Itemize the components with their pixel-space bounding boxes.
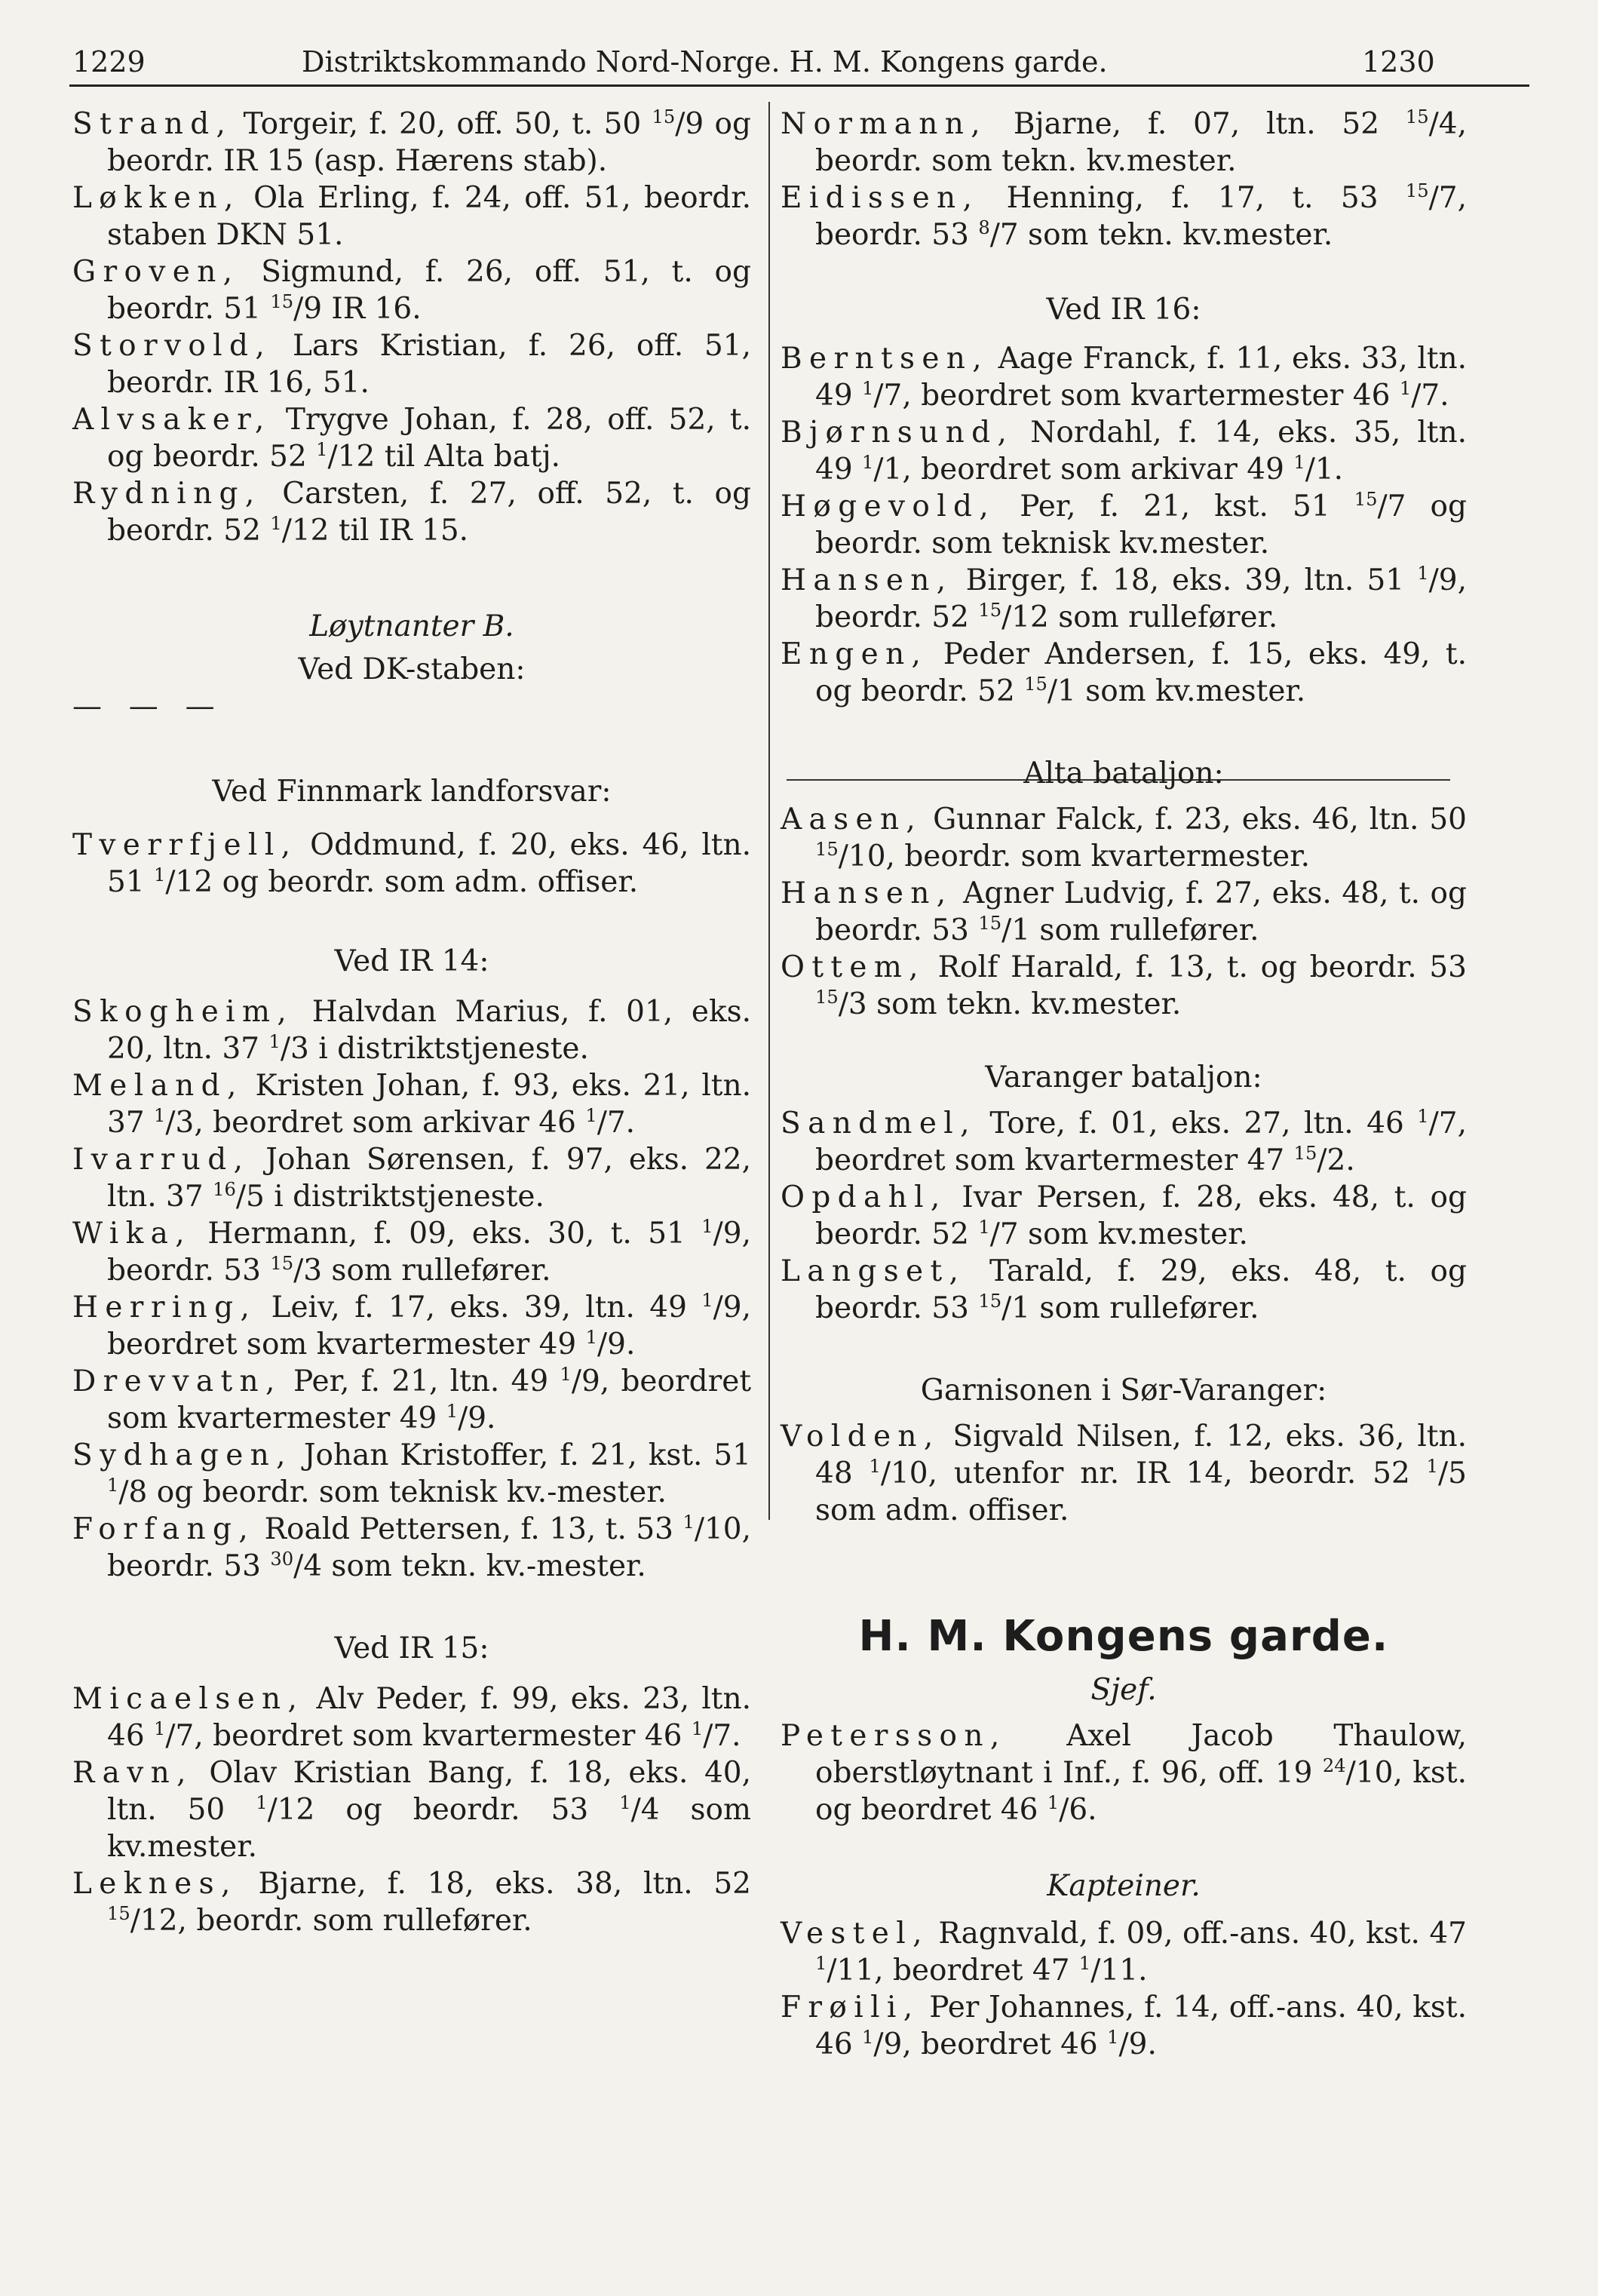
section-heading-ir14: Ved IR 14: xyxy=(334,944,489,978)
section-heading-chief: Sjef. xyxy=(1090,1673,1157,1707)
roster-entry: Drevvatn, Per, f. 21, ltn. 49 $^1$/9, beordret som kvartermester 49 $^1$/9. xyxy=(72,1364,751,1435)
column-divider xyxy=(768,102,770,1520)
left-column xyxy=(72,106,751,1939)
roster-entry: Micaelsen, Alv Peder, f. 99, eks. 23, ltn. 46 $^1$/7, beordret som kvartermester 46 $^1$/7. xyxy=(72,1682,751,1753)
roster-entry: Groven, Sigmund, f. 26, off. 51, t. og beordr. 51 $^{15}$/9 IR 16. xyxy=(72,255,751,326)
roster-entry: Høgevold, Per, f. 21, kst. 51 $^{15}$/7 og beordr. som teknisk kv.mester. xyxy=(781,489,1467,560)
page-number-left: 1229 xyxy=(72,45,146,78)
roster-entry: Strand, Torgeir, f. 20, off. 50, t. 50 $^{15}$/9 og beordr. IR 15 (asp. Hærens stab). xyxy=(72,106,752,178)
page-number-right: 1230 xyxy=(1362,45,1435,78)
empty-dashes: — — — xyxy=(72,689,224,723)
header-rule xyxy=(69,84,1529,87)
roster-entry: Forfang, Roald Pettersen, f. 13, t. 53 $^1$/10, beordr. 53 $^{30}$/4 som tekn. kv.-mester. xyxy=(72,1512,751,1583)
major-heading-kongens-garde: H. M. Kongens garde. xyxy=(858,1612,1389,1661)
roster-entry: Ottem, Rolf Harald, f. 13, t. og beordr. 53 $^{15}$/3 som tekn. kv.mester. xyxy=(781,950,1467,1021)
roster-entry: Hansen, Agner Ludvig, f. 27, eks. 48, t. og beordr. 53 $^{15}$/1 som rullefører. xyxy=(781,876,1467,947)
right-column xyxy=(781,106,1467,2063)
roster-entry: Opdahl, Ivar Persen, f. 28, eks. 48, t. og beordr. 52 $^1$/7 som kv.mester. xyxy=(781,1180,1467,1251)
roster-entry: Hansen, Birger, f. 18, eks. 39, ltn. 51 $^1$/9, beordr. 52 $^{15}$/12 som rullefører. xyxy=(781,563,1467,634)
roster-entry: Ravn, Olav Kristian Bang, f. 18, eks. 40, ltn. 50 $^1$/12 og beordr. 53 $^1$/4 som kv.mester. xyxy=(72,1756,751,1864)
roster-entry: Wika, Hermann, f. 09, eks. 30, t. 51 $^1$/9, beordr. 53 $^{15}$/3 som rullefører. xyxy=(72,1216,751,1288)
roster-entry: Sydhagen, Johan Kristoffer, f. 21, kst. 51 $^1$/8 og beordr. som teknisk kv.-mester. xyxy=(72,1438,751,1509)
section-heading-captains: Kapteiner. xyxy=(1047,1869,1201,1903)
section-heading-ir16: Ved IR 16: xyxy=(1046,293,1201,327)
roster-entry: Frøili, Per Johannes, f. 14, off.-ans. 40, kst. 46 $^1$/9, beordret 46 $^1$/9. xyxy=(781,1991,1467,2061)
roster-entry: Herring, Leiv, f. 17, eks. 39, ltn. 49 $^1$/9, beordret som kvartermester 49 $^1$/9. xyxy=(72,1290,751,1361)
roster-entry: Petersson, Axel Jacob Thaulow, oberstløytnant i Inf., f. 96, off. 19 $^{24}$/10, kst. og beordret 46 $^1$/6. xyxy=(781,1719,1467,1827)
section-heading-finnmark: Ved Finnmark landforsvar: xyxy=(212,775,612,809)
section-heading-dk-staff: Ved DK-staben: xyxy=(298,652,526,686)
section-heading-varanger: Varanger bataljon: xyxy=(985,1061,1262,1094)
section-heading-garrison: Garnisonen i Sør-Varanger: xyxy=(920,1374,1327,1407)
roster-entry: Bjørnsund, Nordahl, f. 14, eks. 35, ltn. 49 $^1$/1, beordret som arkivar 49 $^1$/1. xyxy=(781,416,1467,487)
roster-entry: Berntsen, Aage Franck, f. 11, eks. 33, ltn. 49 $^1$/7, beordret som kvartermester 46 $^1$/7. xyxy=(781,342,1467,413)
roster-entry: Meland, Kristen Johan, f. 93, eks. 21, ltn. 37 $^1$/3, beordret som arkivar 46 $^1$/7. xyxy=(72,1069,751,1140)
roster-entry: Aasen, Gunnar Falck, f. 23, eks. 46, ltn. 50 $^{15}$/10, beordr. som kvartermester. xyxy=(781,803,1467,873)
roster-entry: Leknes, Bjarne, f. 18, eks. 38, ltn. 52 $^{15}$/12, beordr. som rullefører. xyxy=(72,1867,751,1938)
roster-entry: Vestel, Ragnvald, f. 09, off.-ans. 40, kst. 47 $^1$/11, beordret 47 $^1$/11. xyxy=(781,1917,1467,1988)
roster-entry: Volden, Sigvald Nilsen, f. 12, eks. 36, ltn. 48 $^1$/10, utenfor nr. IR 14, beordr. 52 $^1$/5 som adm. offiser. xyxy=(781,1420,1467,1527)
roster-entry: Skogheim, Halvdan Marius, f. 01, eks. 20, ltn. 37 $^1$/3 i distriktstjeneste. xyxy=(72,995,751,1066)
roster-entry: Løkken, Ola Erling, f. 24, off. 51, beordr. staben DKN 51. xyxy=(72,181,751,252)
roster-entry: Langset, Tarald, f. 29, eks. 48, t. og beordr. 53 $^{15}$/1 som rullefører. xyxy=(781,1254,1467,1325)
roster-entry: Eidissen, Henning, f. 17, t. 53 $^{15}$/7, beordr. 53 $^8$/7 som tekn. kv.mester. xyxy=(781,180,1467,252)
roster-entry: Ivarrud, Johan Sørensen, f. 97, eks. 22, ltn. 37 $^{16}$/5 i distriktstjeneste. xyxy=(72,1143,751,1214)
section-heading-ir15: Ved IR 15: xyxy=(334,1631,489,1665)
roster-entry: Storvold, Lars Kristian, f. 26, off. 51, beordr. IR 16, 51. xyxy=(72,329,751,400)
section-heading-alta: Alta bataljon: xyxy=(1023,757,1224,790)
roster-entry: Alvsaker, Trygve Johan, f. 28, off. 52, t. og beordr. 52 $^1$/12 til Alta batj. xyxy=(72,403,751,474)
roster-entry: Engen, Peder Andersen, f. 15, eks. 49, t. og beordr. 52 $^{15}$/1 som kv.mester. xyxy=(781,637,1467,708)
roster-entry: Sandmel, Tore, f. 01, eks. 27, ltn. 46 $^1$/7, beordret som kvartermester 47 $^{15}$/2. xyxy=(781,1106,1467,1177)
running-title: Distriktskommando Nord-Norge. H. M. Kongens garde. xyxy=(302,45,1108,78)
section-heading-lieutenants: Løytnanter B. xyxy=(309,609,514,643)
roster-entry: Normann, Bjarne, f. 07, ltn. 52 $^{15}$/4, beordr. som tekn. kv.mester. xyxy=(781,106,1467,178)
roster-entry: Rydning, Carsten, f. 27, off. 52, t. og beordr. 52 $^1$/12 til IR 15. xyxy=(72,477,751,548)
roster-entry: Tverrfjell, Oddmund, f. 20, eks. 46, ltn. 51 $^1$/12 og beordr. som adm. offiser. xyxy=(72,828,751,899)
